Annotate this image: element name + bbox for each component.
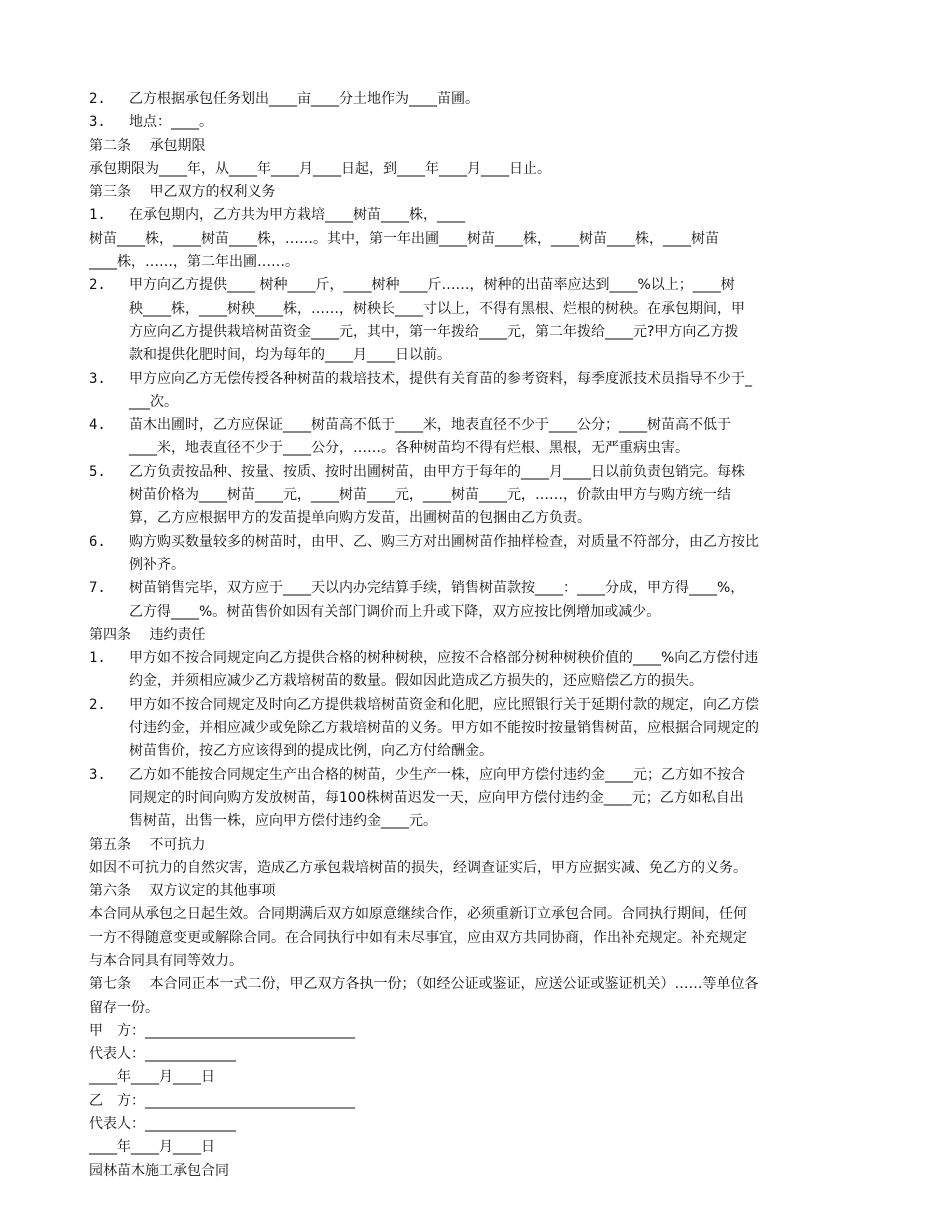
article-6-text: 本合同从承包之日起生效。合同期满后双方如原意继续合作，必须重新订立承包合同。合同执行期间，任何	[89, 906, 747, 923]
article-3-item-1-continued: ____株，……，第二年出圃……。	[89, 254, 299, 271]
item-text: 约金，并须相应减少乙方栽培树苗的数量。假如因此造成乙方损失的，还应赔偿乙方的损失。	[129, 673, 703, 690]
item-number: 2.	[89, 277, 106, 294]
article-7-text: 第七条 本合同正本一式二份，甲乙双方各执一份；（如经公证或鉴证，应送公证或鉴证机关）……等单位各	[89, 976, 759, 993]
party-b-representative-line: 代表人：_____________	[89, 1116, 236, 1133]
article-3-heading: 第三条 甲乙双方的权利义务	[89, 184, 276, 201]
article-6-text: 与本合同具有同等效力。	[89, 952, 243, 969]
item-text: 方应向乙方提供栽培树苗资金____元，其中，第一年拨给____元，第二年拨给____元?甲方向乙方拨	[129, 323, 739, 340]
item-text: 甲方向乙方提供____ 树种____斤，____树种____斤……，树种的出苗率应达到____%以上；____树	[129, 277, 735, 294]
item-number: 1.	[89, 207, 106, 224]
intro-item-2	[89, 88, 862, 111]
article-3-item-5	[89, 461, 862, 531]
article-2-heading: 第二条 承包期限	[89, 137, 206, 154]
article-5-text: 如因不可抗力的自然灾害，造成乙方承包栽培树苗的损失，经调查证实后，甲方应据实减、免乙方的义务。	[89, 859, 747, 876]
item-number: 3.	[89, 766, 106, 783]
item-text: 同规定的时间向购方发放树苗，每100株树苗迟发一天，应向甲方偿付违约金____元；乙方如私自出	[129, 789, 744, 806]
item-text: 算，乙方应根据甲方的发苗提单向购方发苗，出圃树苗的包捆由乙方负责。	[129, 510, 591, 527]
article-6-text: 一方不得随意变更或解除合同。在合同执行中如有未尽事宜，应由双方共同协商，作出补充规定。补充规定	[89, 929, 747, 946]
party-b-date-line: ____年____月____日	[89, 1139, 215, 1156]
item-number: 1.	[89, 650, 106, 667]
item-text: 付违约金，并相应减少或免除乙方栽培树苗的义务。甲方如不能按时按量销售树苗，应根据合同规定的	[129, 720, 759, 737]
article-3-item-7	[89, 577, 862, 624]
item-number: 3.	[89, 370, 106, 387]
item-number: 2.	[89, 91, 106, 107]
item-text: 秧____株，____树秧____株，……，树秧长____寸以上，不得有黑根、烂根的树秧。在承包期间，甲	[129, 300, 745, 317]
article-3-item-2	[89, 274, 862, 367]
article-6-heading: 第六条 双方议定的其他事项	[89, 883, 276, 900]
item-text: 购方购买数量较多的树苗时，由甲、乙、购三方对出圃树苗作抽样检查，对质量不符部分，由乙方按比	[129, 533, 759, 550]
item-text: 售树苗，出售一株，应向甲方偿付违约金____元。	[129, 813, 437, 830]
article-2-text: 承包期限为____年，从____年____月____日起，到____年____月____日止。	[89, 160, 551, 177]
item-text: 苗木出圃时，乙方应保证____树苗高不低于____米，地表直径不少于____公分；____树苗高不低于	[129, 417, 731, 434]
party-a-signature-line: 甲 方：______________________________	[89, 1022, 355, 1039]
party-a-representative-line: 代表人：_____________	[89, 1046, 236, 1063]
item-text: ____米，地表直径不少于____公分，……。各种树苗均不得有烂根、黑根，无严重病虫害。	[129, 440, 689, 457]
article-4-heading: 第四条 违约责任	[89, 626, 206, 643]
item-text: 树苗销售完毕，双方应于____天以内办完结算手续，销售树苗款按____：____分成，甲方得____%，	[129, 580, 745, 597]
footer-title: 园林苗木施工承包合同	[89, 1162, 229, 1179]
item-text: 乙方负责按品种、按量、按质、按时出圃树苗，由甲方于每年的____月____日以前负责包销完。每株	[129, 463, 745, 480]
item-text: 在承包期内，乙方共为甲方栽培____树苗____株，____	[129, 207, 465, 224]
item-number: 4.	[89, 417, 106, 434]
item-number: 6.	[89, 533, 106, 550]
item-text: 地点：____。	[129, 114, 213, 131]
article-4-item-2	[89, 694, 862, 764]
article-5-heading: 第五条 不可抗力	[89, 836, 206, 853]
item-number: 3.	[89, 114, 106, 131]
item-text: 树苗价格为____树苗____元，____树苗____元，____树苗____元，……，价款由甲方与购方统一结	[129, 487, 731, 504]
article-3-item-3	[89, 368, 862, 415]
item-text: 甲方如不按合同规定向乙方提供合格的树种树秧，应按不合格部分树种树秧价值的____%向乙方偿付违	[129, 650, 759, 667]
item-text: 款和提供化肥时间，均为每年的____月____日以前。	[129, 347, 451, 364]
item-text: 甲方如不按合同规定及时向乙方提供栽培树苗资金和化肥，应比照银行关于延期付款的规定，向乙方偿	[129, 696, 759, 713]
article-3-item-6	[89, 531, 862, 578]
party-a-date-line: ____年____月____日	[89, 1069, 215, 1086]
party-b-signature-line: 乙 方：______________________________	[89, 1092, 355, 1109]
item-text: 甲方应向乙方无偿传授各种树苗的栽培技术，提供有关育苗的参考资料，每季度派技术员指导不少于_	[129, 370, 752, 387]
item-number: 2.	[89, 696, 106, 713]
article-3-item-1-continued: 树苗____株，____树苗____株，……。其中，第一年出圃____树苗____株，____树苗____株，____树苗	[89, 230, 719, 247]
article-4-item-3	[89, 764, 862, 834]
item-text: 乙方如不能按合同规定生产出合格的树苗，少生产一株，应向甲方偿付违约金____元；乙方如不按合	[129, 766, 745, 783]
article-3-item-4	[89, 414, 862, 461]
article-7-text: 留存一份。	[89, 999, 159, 1016]
item-number: 7.	[89, 580, 106, 597]
intro-item-3	[89, 111, 862, 134]
item-text: 例补齐。	[129, 556, 185, 573]
item-number: 5.	[89, 463, 106, 480]
article-4-item-1	[89, 647, 862, 694]
item-text: 树苗售价，按乙方应该得到的提成比例，向乙方付给酬金。	[129, 743, 493, 760]
item-text: 乙方得____%。树苗售价如因有关部门调价而上升或下降，双方应按比例增加或减少。	[129, 603, 661, 620]
item-text: ___次。	[129, 393, 178, 410]
item-text: 乙方根据承包任务划出____亩____分土地作为____苗圃。	[129, 91, 479, 107]
article-3-item-1	[89, 204, 862, 227]
